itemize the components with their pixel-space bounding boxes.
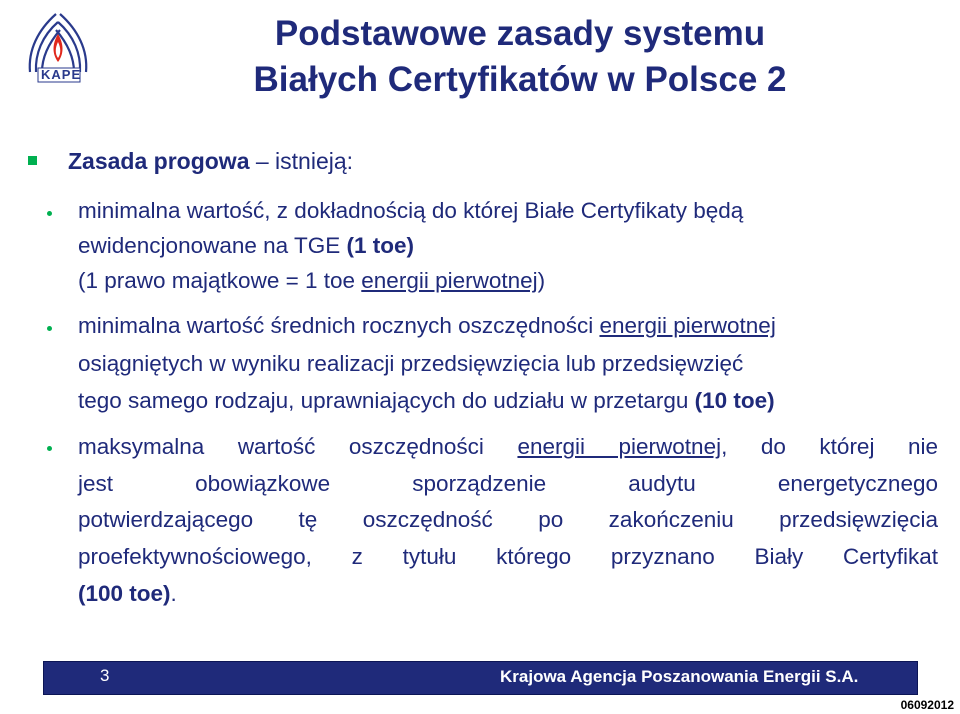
item-3-text: maksymalna wartość oszczędności <box>78 434 518 459</box>
page-number: 3 <box>100 666 110 685</box>
footer-organization: Krajowa Agencja Poszanowania Energii S.A. <box>500 667 859 686</box>
item-3-period: . <box>170 581 177 606</box>
item-1-underlined: energii pierwotnej <box>361 268 538 293</box>
item-1-value: (1 toe) <box>346 233 415 258</box>
item-3-line-1 <box>78 433 938 461</box>
item-2-value: (10 toe) <box>694 388 775 413</box>
item-2-text: minimalna wartość średnich rocznych oszczędności <box>78 313 600 338</box>
bullet-dot-icon <box>47 446 52 451</box>
item-1-line-2 <box>78 232 414 260</box>
heading-rest: – istnieją: <box>249 148 354 174</box>
logo-text: KAPE <box>41 67 82 82</box>
item-3-line-2: jest obowiązkowe sporządzenie audytu energetycznego <box>78 471 938 496</box>
item-3-line-4: proefektywnościowego, z tytułu którego przyznano Biały Certyfikat <box>78 544 938 569</box>
item-3-text-end: , do której nie <box>721 434 938 459</box>
bullet-dot-icon <box>47 326 52 331</box>
item-1-line-1: minimalna wartość, z dokładnością do której Białe Certyfikaty będą <box>78 198 744 223</box>
bullet-dot-icon <box>47 211 52 216</box>
page-title-line-1: Podstawowe zasady systemu <box>274 14 766 53</box>
item-3-line-5 <box>78 580 177 608</box>
item-2-text-3: tego samego rodzaju, uprawniających do udziału w przetargu <box>78 388 695 413</box>
date-code: 06092012 <box>900 698 954 712</box>
item-1-close: ) <box>537 268 546 293</box>
section-heading <box>68 147 353 175</box>
item-1-text: ewidencjonowane na TGE <box>78 233 347 258</box>
kape-logo <box>8 2 108 88</box>
item-2-underlined: energii pierwotnej <box>599 313 776 338</box>
item-1-line-3 <box>78 267 545 295</box>
item-3-underlined: energii pierwotnej <box>517 434 722 459</box>
item-3-line-3: potwierdzającego tę oszczędność po zakończeniu przedsięwzięcia <box>78 507 938 532</box>
item-1-note: (1 prawo majątkowe = 1 toe <box>78 268 362 293</box>
square-bullet-icon <box>28 156 37 165</box>
item-3-value: (100 toe) <box>78 581 171 606</box>
item-2-line-2: osiągniętych w wyniku realizacji przedsięwzięcia lub przedsięwzięć <box>78 351 744 376</box>
item-2-line-1 <box>78 312 776 340</box>
page-title-line-2: Białych Certyfikatów w Polsce 2 <box>253 60 787 99</box>
heading-bold: Zasada progowa <box>68 148 250 174</box>
item-2-line-3 <box>78 387 775 415</box>
